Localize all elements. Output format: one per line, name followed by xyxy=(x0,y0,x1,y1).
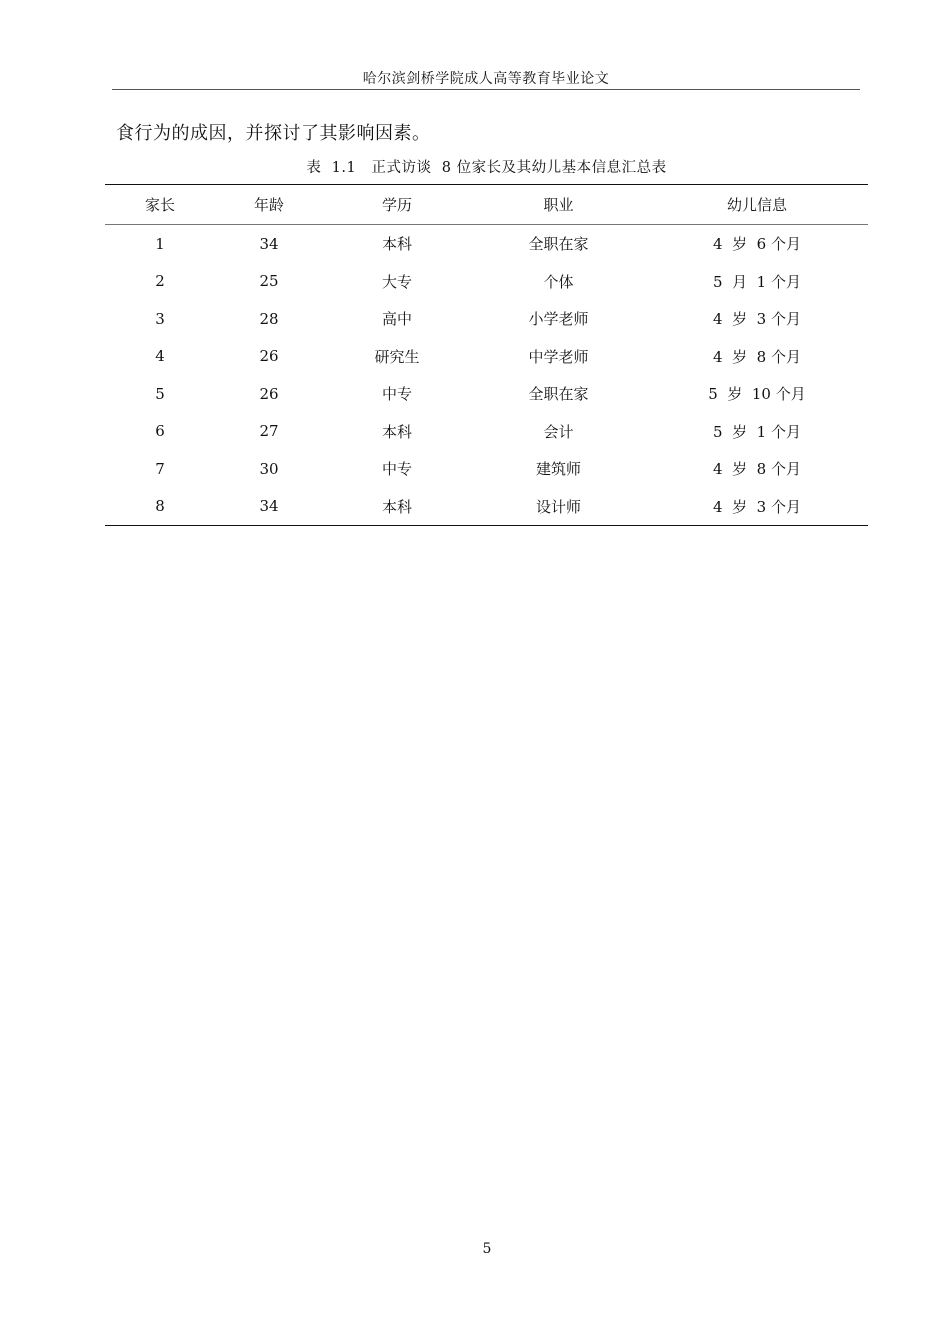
cell-parent: 5 xyxy=(155,384,165,403)
table-row xyxy=(105,300,868,338)
cell-occupation: 设计师 xyxy=(535,497,581,516)
table-row xyxy=(105,375,868,413)
cell-child-info: 5 岁 1 个月 xyxy=(713,422,801,441)
cell-child-info: 4 岁 8 个月 xyxy=(713,460,801,479)
table-row xyxy=(105,488,868,526)
column-header-child-info: 幼儿信息 xyxy=(726,196,787,214)
cell-age: 34 xyxy=(259,497,279,516)
table-header-row xyxy=(105,185,868,225)
cell-parent: 4 xyxy=(155,347,165,366)
table-caption: 表 1.1 正式访谈 8 位家长及其幼儿基本信息汇总表 xyxy=(306,160,667,176)
page-header: 哈尔滨剑桥学院成人高等教育毕业论文 xyxy=(362,71,610,87)
cell-education: 中专 xyxy=(381,460,412,479)
cell-education: 本科 xyxy=(381,422,412,441)
cell-parent: 8 xyxy=(155,497,165,516)
cell-age: 26 xyxy=(259,384,279,403)
cell-occupation: 全职在家 xyxy=(528,385,589,404)
cell-age: 30 xyxy=(259,459,279,478)
column-header-age: 年龄 xyxy=(253,196,284,214)
cell-education: 高中 xyxy=(381,310,412,329)
page-number: 5 xyxy=(482,1241,492,1257)
cell-child-info: 5 月 1 个月 xyxy=(713,272,801,291)
cell-education: 大专 xyxy=(381,272,412,291)
body-paragraph: 食行为的成因，并探讨了其影响因素。 xyxy=(116,123,431,144)
cell-parent: 6 xyxy=(155,422,165,441)
table-row xyxy=(105,263,868,301)
cell-parent: 7 xyxy=(155,459,165,478)
cell-parent: 3 xyxy=(155,309,165,328)
cell-child-info: 4 岁 3 个月 xyxy=(713,497,801,516)
table-row xyxy=(105,225,868,263)
table-row xyxy=(105,413,868,451)
cell-age: 28 xyxy=(259,309,279,328)
cell-occupation: 建筑师 xyxy=(535,460,581,479)
column-header-occupation: 职业 xyxy=(543,196,574,214)
header-rule xyxy=(112,89,860,90)
table-row xyxy=(105,450,868,488)
cell-age: 27 xyxy=(259,422,279,441)
cell-education: 研究生 xyxy=(374,347,420,366)
cell-education: 中专 xyxy=(381,385,412,404)
cell-child-info: 4 岁 6 个月 xyxy=(713,235,801,254)
cell-parent: 1 xyxy=(155,234,165,253)
cell-occupation: 全职在家 xyxy=(528,235,589,254)
cell-occupation: 个体 xyxy=(543,272,574,291)
cell-parent: 2 xyxy=(155,272,165,291)
column-header-education: 学历 xyxy=(381,196,412,214)
cell-age: 26 xyxy=(259,347,279,366)
column-header-parent: 家长 xyxy=(144,196,175,214)
table-row xyxy=(105,338,868,376)
cell-education: 本科 xyxy=(381,235,412,254)
cell-education: 本科 xyxy=(381,497,412,516)
cell-occupation: 会计 xyxy=(543,422,574,441)
cell-child-info: 5 岁 10 个月 xyxy=(708,385,806,404)
cell-age: 25 xyxy=(259,272,279,291)
cell-occupation: 中学老师 xyxy=(528,347,589,366)
cell-occupation: 小学老师 xyxy=(528,310,589,329)
cell-child-info: 4 岁 8 个月 xyxy=(713,347,801,366)
cell-child-info: 4 岁 3 个月 xyxy=(713,310,801,329)
parent-info-table xyxy=(105,184,868,526)
cell-age: 34 xyxy=(259,234,279,253)
